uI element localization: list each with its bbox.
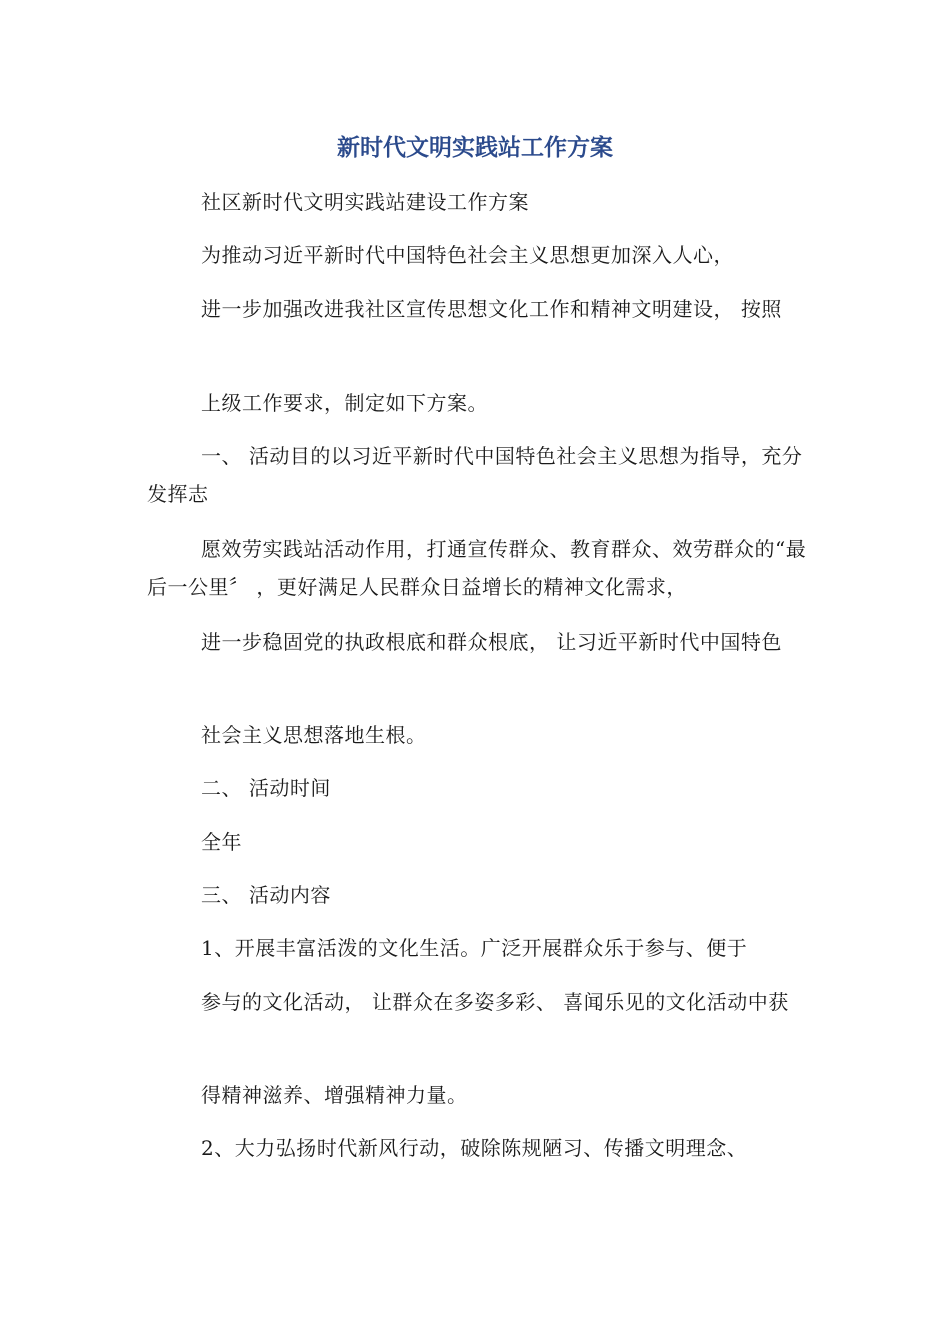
- paragraph-requirements: 上级工作要求，制定如下方案。: [201, 391, 488, 415]
- paragraph-time-value: 全年: [201, 830, 242, 854]
- paragraph-intro-continued: 进一步加强改进我社区宣传思想文化工作和精神文明建设， 按照: [201, 297, 782, 321]
- paragraph-purpose-detail: 愿效劳实践站活动作用，打通宣传群众、教育群众、效劳群众的“最后一公里〞 ，更好满足人民群众日益增长的精神文化需求，: [147, 537, 807, 599]
- paragraph-intro: 为推动习近平新时代中国特色社会主义思想更加深入人心，: [201, 243, 734, 267]
- paragraph-purpose-rooting: 社会主义思想落地生根。: [201, 723, 427, 747]
- content-item-2: 2、大力弘扬时代新风行动，破除陈规陋习、传播文明理念、: [201, 1136, 748, 1160]
- content-item-1-end: 得精神滋养、增强精神力量。: [201, 1083, 468, 1107]
- content-item-1-continued: 参与的文化活动， 让群众在多姿多彩、 喜闻乐见的文化活动中获: [201, 990, 789, 1014]
- paragraph-subtitle: 社区新时代文明实践站建设工作方案: [201, 190, 529, 214]
- document-title: 新时代文明实践站工作方案: [337, 135, 613, 161]
- section-one-purpose: 一、 活动目的以习近平新时代中国特色社会主义思想为指导，充分发挥志: [147, 444, 803, 506]
- paragraph-purpose-foundation: 进一步稳固党的执政根底和群众根底， 让习近平新时代中国特色: [201, 630, 782, 654]
- section-three-heading: 三、 活动内容: [201, 883, 331, 907]
- content-item-1: 1、开展丰富活泼的文化生活。广泛开展群众乐于参与、便于: [201, 936, 748, 960]
- section-two-heading: 二、 活动时间: [201, 776, 331, 800]
